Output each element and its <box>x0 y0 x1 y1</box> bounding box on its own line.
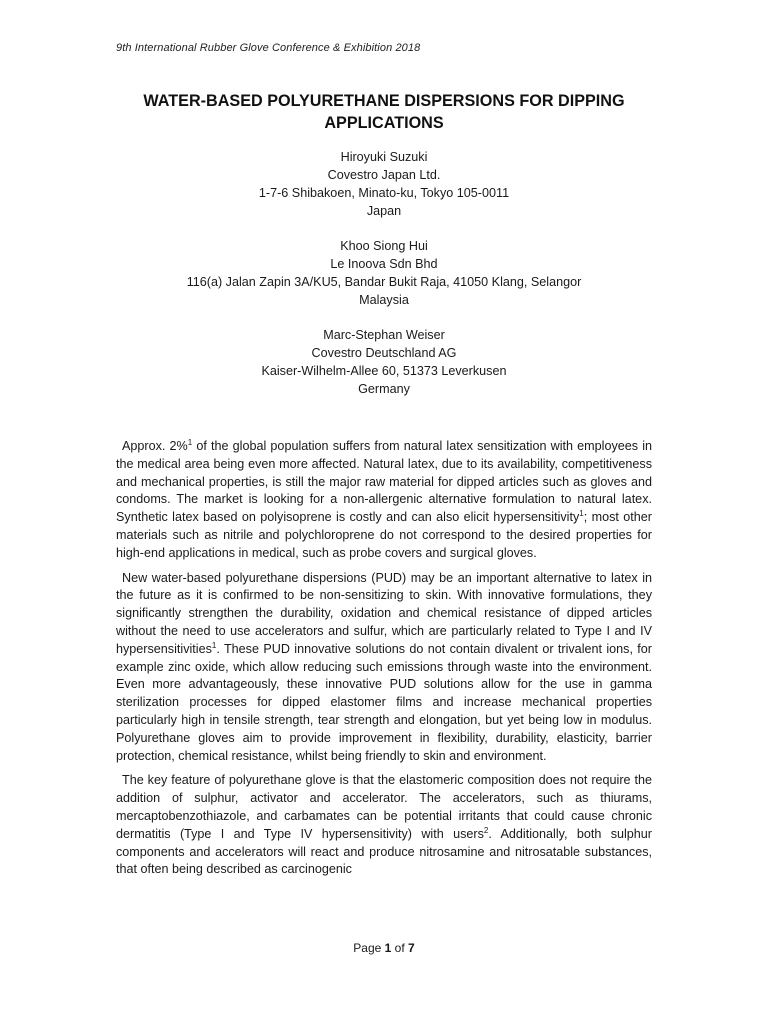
author-name: Khoo Siong Hui <box>340 239 428 253</box>
paragraph-text: . Additionally, both sulphur components and accelerators will react and produce nitrosamine and nitrosatable substances, that often being described as carcinogenic <box>116 826 652 877</box>
author-country: Japan <box>366 204 402 218</box>
paragraph-text: The key feature of polyurethane glove is that the elastomeric composition does not require the addition of sulphur, activator and accelerator. The accelerators, such as thiurams, mercaptobenzothiazole, and carbamates can be potential irritants that could cause chronic dermatitis (Type I and Type IV hypersensitivity) with users <box>116 773 652 841</box>
body-text <box>116 438 652 886</box>
author-country: Malaysia <box>359 293 409 307</box>
paragraph-text: ; most other materials such as nitrile and polychloroprene do not correspond to the desired properties for high-end applications in medical, such as probe covers and surgical gloves. <box>116 510 652 560</box>
total-pages-number: 7 <box>408 941 415 955</box>
current-page-number: 1 <box>384 941 392 955</box>
author-block <box>100 237 668 309</box>
paragraph-1 <box>116 438 652 563</box>
paragraph-text: . These PUD innovative solutions do not contain divalent or trivalent ions, for example zinc oxide, which allow reducing such emissions through waste into the environment. Even more advantageously, these innovative PUD solutions allow for the use in gamma sterilization processes for dipped elastomer films and increase mechanical properties particularly high in tensile strength, tear strength and elongation, but yet being low in modulus. Polyurethane gloves aim to provide improvement in flexibility, durability, elasticity, barrier protection, chemical resistance, whilst being friendly to skin and environment. <box>116 641 652 763</box>
conference-header: 9th International Rubber Glove Conference & Exhibition 2018 <box>116 42 421 54</box>
footnote-ref: 1 <box>579 509 584 518</box>
author-organization: Covestro Deutschland AG <box>311 346 457 360</box>
author-name: Marc-Stephan Weiser <box>323 328 445 342</box>
author-country: Germany <box>358 382 410 396</box>
paragraph-3 <box>116 772 652 879</box>
paragraph-text: Approx. 2% <box>122 439 188 453</box>
paragraph-2 <box>116 570 652 766</box>
author-organization: Covestro Japan Ltd. <box>327 168 441 182</box>
author-address: Kaiser-Wilhelm-Allee 60, 51373 Leverkusen <box>261 364 507 378</box>
paragraph-text: New water-based polyurethane dispersions (PUD) may be an important alternative to latex in the future as it is confirmed to be non-sensitizing to skin. With innovative formulations, they significantly strengthen the durability, oxidation and chemical resistance of dipped articles without the need to use accelerators and sulfur, which are particularly related to Type I and IV hypersensitivities <box>116 570 652 656</box>
paper-title-line-1: WATER-BASED POLYURETHANE DISPERSIONS FOR DIPPING <box>143 92 625 110</box>
paper-title-line-2: APPLICATIONS <box>324 114 444 132</box>
author-address: 116(a) Jalan Zapin 3A/KU5, Bandar Bukit Raja, 41050 Klang, Selangor <box>186 275 582 289</box>
paragraph-text: of the global population suffers from natural latex sensitization with employees in the medical area being even more affected. Natural latex, due to its availability, competitiveness and mechanical properties, is still the major raw material for dipped articles such as gloves and condoms. The market is looking for a non-allergenic alternative formulation to natural latex. Synthetic latex based on polyisoprene is costly and can also elicit hypersensitivity <box>116 439 653 525</box>
author-block <box>100 148 668 220</box>
author-address: 1-7-6 Shibakoen, Minato-ku, Tokyo 105-0011 <box>258 186 510 200</box>
author-block <box>100 326 668 398</box>
paper-title <box>100 90 668 134</box>
author-name: Hiroyuki Suzuki <box>340 150 428 164</box>
footnote-ref: 1 <box>187 437 193 447</box>
page-word: Page <box>353 941 382 955</box>
page-number-footer <box>0 941 768 955</box>
footnote-ref: 1 <box>211 640 217 650</box>
author-organization: Le Inoova Sdn Bhd <box>330 257 438 271</box>
footnote-ref: 2 <box>483 825 489 835</box>
of-word: of <box>394 941 405 955</box>
